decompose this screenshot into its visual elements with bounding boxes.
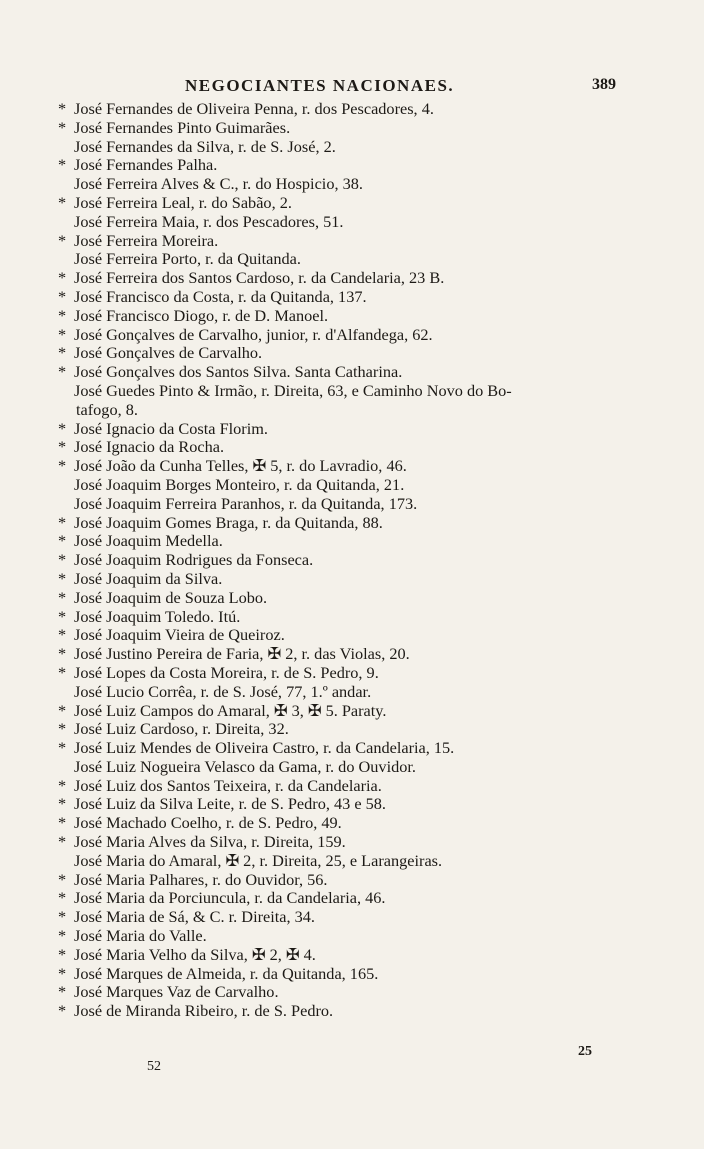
entry-text: José Ferreira Moreira. (74, 230, 219, 250)
signature-mark-left: 52 (147, 1059, 161, 1074)
asterisk-marker: * (58, 587, 67, 607)
entry-text: José Gonçalves de Carvalho. (74, 343, 263, 363)
entry-text: José Joaquim da Silva. (74, 568, 223, 588)
entry-text: José Maria da Porciuncula, r. da Candelaria, 46. (74, 888, 386, 908)
entry-text: José Joaquim de Souza Lobo. (74, 587, 268, 607)
entry-text: José Marques de Almeida, r. da Quitanda, 165. (74, 963, 379, 983)
directory-entry (58, 363, 698, 382)
entry-text: José Luiz dos Santos Teixeira, r. da Candelaria. (74, 775, 382, 795)
directory-entry (58, 927, 698, 946)
entry-text: José Joaquim Medella. (74, 531, 223, 551)
asterisk-marker: * (58, 456, 67, 476)
directory-entry (58, 589, 698, 608)
entry-text: José Fernandes Pinto Guimarães. (74, 117, 291, 137)
entry-text: José Joaquim Gomes Braga, r. da Quitanda, 88. (74, 512, 383, 532)
entry-text: José Lopes da Costa Moreira, r. de S. Pedro, 9. (74, 662, 379, 682)
directory-entry (58, 476, 698, 495)
asterisk-marker: * (58, 286, 67, 306)
directory-entry (58, 175, 698, 194)
directory-entry (58, 758, 698, 777)
directory-entry (58, 570, 698, 589)
directory-entry (58, 307, 698, 326)
entry-text: José Luiz Campos do Amaral, ✠ 3, ✠ 5. Paraty. (74, 700, 387, 720)
directory-entry (58, 532, 698, 551)
entry-text: José Ferreira Porto, r. da Quitanda. (74, 249, 301, 269)
directory-entry (58, 457, 698, 476)
entry-text: José Maria de Sá, & C. r. Direita, 34. (74, 907, 316, 927)
asterisk-marker: * (58, 832, 67, 852)
directory-entry (58, 795, 698, 814)
entry-text: José Ferreira dos Santos Cardoso, r. da Candelaria, 23 B. (74, 268, 445, 288)
directory-entry (58, 683, 698, 702)
asterisk-marker: * (58, 719, 67, 739)
asterisk-marker: * (58, 794, 67, 814)
asterisk-marker: * (58, 305, 67, 325)
entry-text: José Gonçalves dos Santos Silva. Santa Catharina. (74, 362, 403, 382)
entry-text: José Lucio Corrêa, r. de S. José, 77, 1.º andar. (74, 681, 372, 701)
asterisk-marker: * (58, 1001, 67, 1021)
entry-text: José Joaquim Ferreira Paranhos, r. da Quitanda, 173. (74, 493, 418, 513)
entry-text: tafogo, 8. (76, 399, 138, 419)
directory-entry (58, 908, 698, 927)
asterisk-marker: * (58, 268, 67, 288)
directory-entry (58, 852, 698, 871)
directory-entry (58, 100, 698, 119)
entry-text: José Ferreira Alves & C., r. do Hospicio, 38. (74, 174, 363, 194)
directory-entry (58, 833, 698, 852)
entry-text: José Ferreira Maia, r. dos Pescadores, 51. (74, 211, 344, 231)
asterisk-marker: * (58, 550, 67, 570)
directory-entry (58, 232, 698, 251)
entry-text: José Guedes Pinto & Irmão, r. Direita, 63, e Caminho Novo do Bo- (74, 380, 512, 400)
directory-entry (58, 495, 698, 514)
directory-entry (58, 965, 698, 984)
asterisk-marker: * (58, 512, 67, 532)
directory-entry (58, 420, 698, 439)
asterisk-marker: * (58, 568, 67, 588)
entry-text: José Marques Vaz de Carvalho. (74, 982, 279, 1002)
directory-entry (58, 269, 698, 288)
directory-entry (58, 344, 698, 363)
asterisk-marker: * (58, 117, 67, 137)
directory-entry (58, 946, 698, 965)
entry-text: José Joaquim Rodrigues da Fonseca. (74, 550, 314, 570)
asterisk-marker: * (58, 644, 67, 664)
directory-entry (58, 326, 698, 345)
entry-text: José Joaquim Vieira de Queiroz. (74, 625, 285, 645)
entry-text: José Maria Alves da Silva, r. Direita, 159. (74, 832, 346, 852)
directory-entry (58, 645, 698, 664)
asterisk-marker: * (58, 362, 67, 382)
directory-entry (58, 382, 698, 401)
asterisk-marker: * (58, 926, 67, 946)
entry-text: José Fernandes de Oliveira Penna, r. dos Pescadores, 4. (74, 99, 434, 118)
asterisk-marker: * (58, 324, 67, 344)
entry-text: José Gonçalves de Carvalho, junior, r. d'Alfandega, 62. (74, 324, 433, 344)
directory-entry (58, 889, 698, 908)
directory-entry (58, 401, 698, 420)
entry-text: José Machado Coelho, r. de S. Pedro, 49. (74, 813, 342, 833)
asterisk-marker: * (58, 775, 67, 795)
directory-entry (58, 608, 698, 627)
directory-entry (58, 514, 698, 533)
running-head: NEGOCIANTES NACIONAES. (185, 76, 455, 95)
directory-entry (58, 814, 698, 833)
entry-text: José Ignacio da Costa Florim. (74, 418, 268, 438)
asterisk-marker: * (58, 738, 67, 758)
directory-entry (58, 551, 698, 570)
asterisk-marker: * (58, 944, 67, 964)
entry-text: José Ferreira Leal, r. do Sabão, 2. (74, 192, 292, 212)
directory-entry (58, 156, 698, 175)
directory-entry (58, 983, 698, 1002)
asterisk-marker: * (58, 982, 67, 1002)
directory-entry (58, 213, 698, 232)
directory-entry (58, 871, 698, 890)
entry-text: José Justino Pereira de Faria, ✠ 2, r. das Violas, 20. (74, 644, 410, 664)
entry-text: José Maria Palhares, r. do Ouvidor, 56. (74, 869, 328, 889)
directory-entry (58, 702, 698, 721)
asterisk-marker: * (58, 813, 67, 833)
entry-text: José Fernandes Palha. (74, 155, 218, 175)
directory-entry (58, 438, 698, 457)
entry-text: José Maria Velho da Silva, ✠ 2, ✠ 4. (74, 944, 316, 964)
asterisk-marker: * (58, 531, 67, 551)
entry-text: José Ignacio da Rocha. (74, 437, 225, 457)
asterisk-marker: * (58, 907, 67, 927)
entry-text: José João da Cunha Telles, ✠ 5, r. do Lavradio, 46. (74, 456, 407, 476)
directory-entry (58, 138, 698, 157)
directory-entry (58, 194, 698, 213)
directory-entry (58, 720, 698, 739)
directory-entry (58, 119, 698, 138)
entry-text: José Luiz Nogueira Velasco da Gama, r. do Ouvidor. (74, 756, 416, 776)
directory-entry (58, 664, 698, 683)
asterisk-marker: * (58, 700, 67, 720)
entry-text: José Luiz Mendes de Oliveira Castro, r. da Candelaria, 15. (74, 738, 455, 758)
directory-list (58, 100, 698, 1021)
asterisk-marker: * (58, 888, 67, 908)
asterisk-marker: * (58, 418, 67, 438)
entry-text: José Fernandes da Silva, r. de S. José, 2. (74, 136, 336, 156)
directory-entry (58, 739, 698, 758)
entry-text: José Luiz da Silva Leite, r. de S. Pedro, 43 e 58. (74, 794, 386, 814)
asterisk-marker: * (58, 155, 67, 175)
entry-text: José Francisco Diogo, r. de D. Manoel. (74, 305, 329, 325)
entry-text: José Maria do Amaral, ✠ 2, r. Direita, 25, e Larangeiras. (74, 850, 443, 870)
entry-text: José Luiz Cardoso, r. Direita, 32. (74, 719, 289, 739)
asterisk-marker: * (58, 625, 67, 645)
asterisk-marker: * (58, 437, 67, 457)
directory-entry (58, 1002, 698, 1021)
directory-entry (58, 626, 698, 645)
entry-text: José de Miranda Ribeiro, r. de S. Pedro. (74, 1001, 334, 1021)
page-number: 389 (592, 76, 616, 93)
entry-text: José Maria do Valle. (74, 926, 207, 946)
asterisk-marker: * (58, 192, 67, 212)
entry-text: José Joaquim Toledo. Itú. (74, 606, 241, 626)
asterisk-marker: * (58, 99, 67, 118)
entry-text: José Joaquim Borges Monteiro, r. da Quitanda, 21. (74, 474, 405, 494)
asterisk-marker: * (58, 869, 67, 889)
directory-entry (58, 288, 698, 307)
directory-entry (58, 777, 698, 796)
asterisk-marker: * (58, 606, 67, 626)
asterisk-marker: * (58, 662, 67, 682)
asterisk-marker: * (58, 230, 67, 250)
entry-text: José Francisco da Costa, r. da Quitanda, 137. (74, 286, 367, 306)
signature-mark-right: 25 (578, 1044, 592, 1059)
asterisk-marker: * (58, 963, 67, 983)
asterisk-marker: * (58, 343, 67, 363)
directory-entry (58, 250, 698, 269)
